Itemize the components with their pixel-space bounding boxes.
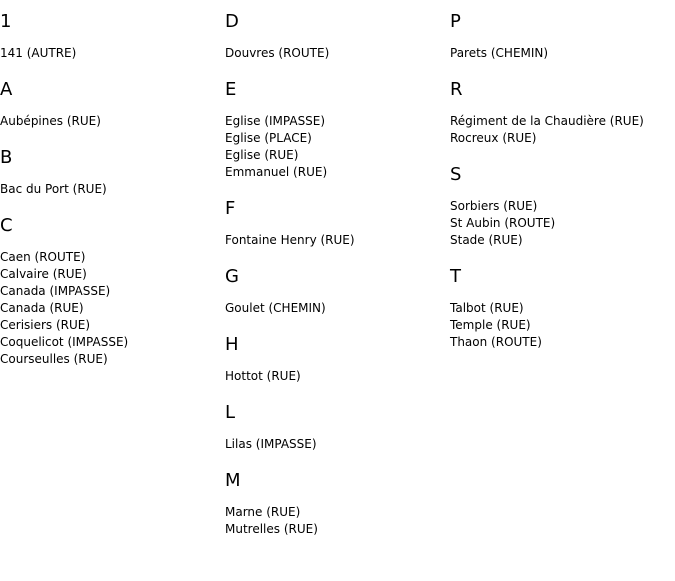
street-list — [450, 300, 670, 351]
street-link[interactable]: Thaon (ROUTE) — [450, 335, 542, 349]
street-link[interactable]: Parets (CHEMIN) — [450, 46, 549, 60]
street-index-column — [225, 10, 445, 554]
street-item — [0, 249, 220, 266]
street-item — [225, 164, 445, 181]
street-link[interactable]: Rocreux (RUE) — [450, 131, 537, 145]
street-item — [450, 113, 670, 130]
street-item — [450, 130, 670, 147]
street-link[interactable]: Goulet (CHEMIN) — [225, 301, 326, 315]
letter-heading: S — [450, 164, 462, 185]
street-link[interactable]: Aubépines (RUE) — [0, 114, 101, 128]
letter-heading: G — [225, 266, 239, 287]
street-item — [225, 113, 445, 130]
street-link[interactable]: Lilas (IMPASSE) — [225, 437, 317, 451]
letter-heading: E — [225, 79, 237, 100]
letter-section — [0, 78, 220, 130]
letter-heading: D — [225, 11, 239, 32]
letter-section — [0, 146, 220, 198]
street-link[interactable]: Canada (RUE) — [0, 301, 84, 315]
street-item — [0, 181, 220, 198]
street-link[interactable]: Marne (RUE) — [225, 505, 301, 519]
street-link[interactable]: Caen (ROUTE) — [0, 250, 86, 264]
street-link[interactable]: Eglise (IMPASSE) — [225, 114, 326, 128]
street-link[interactable]: St Aubin (ROUTE) — [450, 216, 556, 230]
letter-section — [225, 469, 445, 538]
street-list — [225, 232, 445, 249]
letter-heading: T — [450, 266, 461, 287]
street-item — [225, 130, 445, 147]
street-item — [225, 232, 445, 249]
street-item — [225, 368, 445, 385]
street-link[interactable]: Calvaire (RUE) — [0, 267, 87, 281]
street-link[interactable]: Douvres (ROUTE) — [225, 46, 330, 60]
street-link[interactable]: Canada (IMPASSE) — [0, 284, 111, 298]
street-item — [0, 283, 220, 300]
street-item — [0, 351, 220, 368]
street-index-column — [0, 10, 220, 384]
street-item — [225, 147, 445, 164]
letter-section — [225, 197, 445, 249]
street-item — [450, 45, 670, 62]
letter-section — [450, 10, 670, 62]
street-link[interactable]: Sorbiers (RUE) — [450, 199, 538, 213]
letter-section — [450, 78, 670, 147]
street-item — [225, 45, 445, 62]
letter-section — [450, 265, 670, 351]
street-item — [225, 504, 445, 521]
street-link[interactable]: Emmanuel (RUE) — [225, 165, 328, 179]
street-item — [0, 317, 220, 334]
letter-heading: 1 — [0, 11, 12, 32]
street-item — [225, 300, 445, 317]
letter-heading: H — [225, 334, 239, 355]
letter-section — [225, 10, 445, 62]
street-list — [0, 45, 220, 62]
letter-section — [225, 78, 445, 181]
letter-heading: C — [0, 215, 13, 236]
street-index-column — [450, 10, 670, 367]
street-list — [225, 436, 445, 453]
street-list — [225, 113, 445, 181]
street-item — [0, 113, 220, 130]
street-link[interactable]: Coquelicot (IMPASSE) — [0, 335, 129, 349]
street-item — [450, 232, 670, 249]
street-list — [225, 504, 445, 538]
letter-section — [450, 163, 670, 249]
street-item — [0, 266, 220, 283]
street-link[interactable]: Stade (RUE) — [450, 233, 523, 247]
letter-section — [0, 10, 220, 62]
letter-section — [225, 333, 445, 385]
street-item — [450, 300, 670, 317]
street-list — [0, 113, 220, 130]
street-list — [0, 249, 220, 368]
street-list — [0, 181, 220, 198]
letter-heading: A — [0, 79, 13, 100]
street-item — [450, 317, 670, 334]
street-list — [450, 45, 670, 62]
street-link[interactable]: Eglise (RUE) — [225, 148, 299, 162]
letter-heading: P — [450, 11, 461, 32]
street-link[interactable]: Temple (RUE) — [450, 318, 531, 332]
letter-section — [225, 401, 445, 453]
letter-section — [225, 265, 445, 317]
street-link[interactable]: Bac du Port (RUE) — [0, 182, 107, 196]
street-link[interactable]: Courseulles (RUE) — [0, 352, 108, 366]
street-item — [450, 215, 670, 232]
letter-heading: M — [225, 470, 241, 491]
street-list — [450, 113, 670, 147]
street-list — [225, 368, 445, 385]
letter-section — [0, 214, 220, 368]
street-item — [0, 300, 220, 317]
street-item — [225, 521, 445, 538]
street-link[interactable]: Hottot (RUE) — [225, 369, 301, 383]
street-item — [450, 198, 670, 215]
street-list — [225, 300, 445, 317]
letter-heading: L — [225, 402, 236, 423]
street-link[interactable]: Régiment de la Chaudière (RUE) — [450, 114, 644, 128]
street-list — [225, 45, 445, 62]
street-link[interactable]: 141 (AUTRE) — [0, 46, 77, 60]
street-item — [225, 436, 445, 453]
street-link[interactable]: Talbot (RUE) — [450, 301, 524, 315]
street-link[interactable]: Fontaine Henry (RUE) — [225, 233, 355, 247]
letter-heading: R — [450, 79, 463, 100]
street-link[interactable]: Mutrelles (RUE) — [225, 522, 318, 536]
letter-heading: F — [225, 198, 236, 219]
street-item — [0, 45, 220, 62]
street-list — [450, 198, 670, 249]
street-link[interactable]: Eglise (PLACE) — [225, 131, 312, 145]
street-item — [450, 334, 670, 351]
street-item — [0, 334, 220, 351]
street-link[interactable]: Cerisiers (RUE) — [0, 318, 91, 332]
letter-heading: B — [0, 147, 13, 168]
